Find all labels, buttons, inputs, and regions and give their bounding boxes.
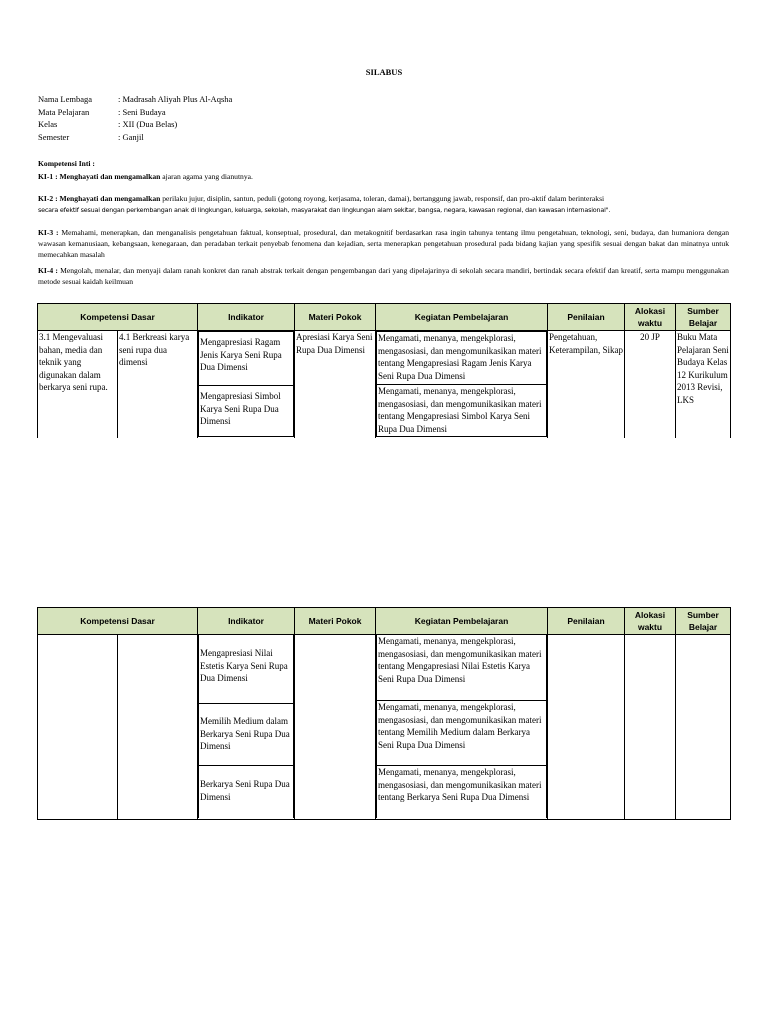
table-header-row [38,608,731,635]
indikator-item: Mengapresiasi Simbol Karya Seni Rupa Dua Dimensi [200,391,281,426]
kegiatan-item: Mengamati, menanya, mengekplorasi, mengasosiasi, dan mengomunikasikan materi tentang Mengapresiasi Simbol Karya Seni Rupa Dua Dimensi [378,386,542,434]
kegiatan-cell [376,331,548,438]
ki-1-text: ajaran agama yang dianutnya. [160,172,253,181]
header-sumber-line2: Belajar [688,318,718,328]
table-row [38,331,731,438]
indikator-cell [198,635,295,820]
ki-1 [38,171,729,182]
kegiatan-item: Mengamati, menanya, mengekplorasi, mengasosiasi, dan mengomunikasikan materi tentang Mengapresiasi Nilai Estetis Karya Seni Rupa Dua Dimensi [378,636,542,684]
kegiatan-box [376,331,547,385]
kegiatan-box [376,385,547,437]
header-alokasi [625,608,676,635]
materi-pokok: Apresiasi Karya Seni Rupa Dua Dimensi [296,332,373,355]
header-sumber-line1: Sumber [687,610,719,620]
materi-cell [295,331,376,438]
indikator-item: Memilih Medium dalam Berkarya Seni Rupa Dua Dimensi [200,716,290,751]
penilaian: Pengetahuan, Keterampilan, Sikap [549,332,623,355]
kegiatan-box [376,635,547,701]
header-sumber-line2: Belajar [688,622,718,632]
syllabus-table-1 [37,303,731,438]
header-alokasi-line2: waktu [637,622,663,632]
meta-key: Mata Pelajaran [38,106,90,117]
header-sumber [676,608,731,635]
indikator-cell [198,331,295,438]
ki-2 [38,193,729,216]
table-header-row [38,304,731,331]
header-alokasi-line1: Alokasi [634,610,666,620]
indikator-box [198,331,294,386]
header-kompetensi-dasar: Kompetensi Dasar [38,608,198,635]
header-materi-pokok: Materi Pokok [295,608,376,635]
kd-keterampilan: 4.1 Berkreasi karya seni rupa dua dimensi [119,332,190,367]
meta-key: Semester [38,131,70,142]
alokasi-waktu: 20 JP [640,332,660,342]
header-alokasi-line1: Alokasi [634,306,666,316]
meta-row-mapel [38,106,232,119]
indikator-item: Berkarya Seni Rupa Dua Dimensi [200,779,290,802]
kegiatan-item: Mengamati, menanya, mengekplorasi, mengasosiasi, dan mengomunikasikan materi tentang Mengapresiasi Ragam Jenis Karya Seni Rupa Dua Dimensi [378,333,542,381]
meta-value: : Seni Budaya [118,106,166,117]
penilaian-cell [548,635,625,820]
ki-3-label: KI-3 : [38,228,59,237]
kegiatan-cell [376,635,548,820]
header-kompetensi-dasar: Kompetensi Dasar [38,304,198,331]
ki-1-label: KI-1 : Menghayati dan mengamalkan [38,172,161,181]
header-kegiatan: Kegiatan Pembelajaran [376,608,548,635]
header-sumber [676,304,731,331]
kd-pengetahuan-cell [38,635,118,820]
indikator-box [198,635,294,704]
sumber-belajar: Buku Mata Pelajaran Seni Budaya Kelas 12 Kurikulum 2013 Revisi, LKS [677,332,729,405]
meta-value: : Ganjil [118,131,144,142]
kd-pengetahuan: 3.1 Mengevaluasi bahan, media dan teknik yang digunakan dalam berkarya seni rupa. [39,332,108,392]
header-sumber-line1: Sumber [687,306,719,316]
table-row [38,635,731,820]
page-title: SILABUS [365,67,403,77]
alokasi-cell [625,635,676,820]
kegiatan-item: Mengamati, menanya, mengekplorasi, mengasosiasi, dan mengomunikasikan materi tentang Memilih Medium dalam Berkarya Seni Rupa Dua Dimensi [378,702,542,750]
materi-cell [295,635,376,820]
kd-keterampilan-cell [118,635,198,820]
ki-4-text: Mengolah, menalar, dan menyaji dalam ranah konkret dan ranah abstrak terkait dengan pengembangan dari yang dipelajarinya di sekolah secara mandiri, bertindak secara efektif dan kreatif, serta mampu menggunakan metode sesuai kaidah keilmuan [38,266,729,286]
ki-3 [38,227,729,260]
sumber-cell [676,331,731,438]
header-penilaian: Penilaian [548,608,625,635]
ki-2-text: perilaku jujur, disiplin, santun, peduli (gotong royong, kerjasama, toleran, damai), bertanggung jawab, responsif, dan pro-aktif dalam berinteraksi [160,194,605,203]
header-penilaian: Penilaian [548,304,625,331]
kd-pengetahuan-cell [38,331,118,438]
ki-2-label: KI-2 : Menghayati dan mengamalkan [38,194,161,203]
header-kegiatan: Kegiatan Pembelajaran [376,304,548,331]
meta-key: Nama Lembaga [38,94,93,104]
ki-4 [38,265,729,287]
header-alokasi-line2: waktu [637,318,663,328]
header-indikator: Indikator [198,304,295,331]
indikator-box [198,766,294,818]
meta-row-kelas [38,118,232,131]
kegiatan-box [376,766,547,818]
kd-keterampilan-cell [118,331,198,438]
header-materi-pokok: Materi Pokok [295,304,376,331]
meta-key: Kelas [38,119,58,129]
meta-value: : Madrasah Aliyah Plus Al-Aqsha [118,94,233,104]
header-indikator: Indikator [198,608,295,635]
ki-heading-text: Kompetensi Inti : [38,159,95,168]
indikator-item: Mengapresiasi Nilai Estetis Karya Seni Rupa Dua Dimensi [200,648,288,683]
syllabus-table-2 [37,607,731,820]
sumber-cell [676,635,731,820]
kegiatan-item: Mengamati, menanya, mengekplorasi, mengasosiasi, dan mengomunikasikan materi tentang Berkarya Seni Rupa Dua Dimensi [378,767,542,802]
ki-2-text-continued: secara efektif sesuai dengan perkembangan anak di lingkungan, keluarga, sekolah, masyarakat dan lingkungan alam sekitar, bangsa, negara, kawasan regional, dan kawasan internasional". [38,206,611,214]
indikator-box [198,386,294,437]
meta-value: : XII (Dua Belas) [118,119,178,129]
indikator-item: Mengapresiasi Ragam Jenis Karya Seni Rupa Dua Dimensi [200,337,282,372]
ki-4-label: KI-4 : [38,266,58,275]
ki-3-text: Memahami, menerapkan, dan menganalisis pengetahuan faktual, konseptual, prosedural, dan metakognitif berdasarkan rasa ingin tahunya tentang ilmu pengetahuan, teknologi, seni, budaya, dan humaniora dengan wawasan kemanusiaan, kebangsaan, kenegaraan, dan peradaban terkait penyebab fenomena dan kejadian, serta menerapkan pengetahuan prosedural pada bidang kajian yang spesifik sesuai dengan bakat dan minatnya untuk memecahkan masalah [38,228,729,259]
header-alokasi [625,304,676,331]
penilaian-cell [548,331,625,438]
meta-row-lembaga [38,93,232,106]
meta-row-semester [38,131,232,144]
kegiatan-box [376,701,547,766]
indikator-box [198,704,294,766]
alokasi-cell [625,331,676,438]
ki-heading [38,158,729,169]
identity-block [38,93,232,143]
